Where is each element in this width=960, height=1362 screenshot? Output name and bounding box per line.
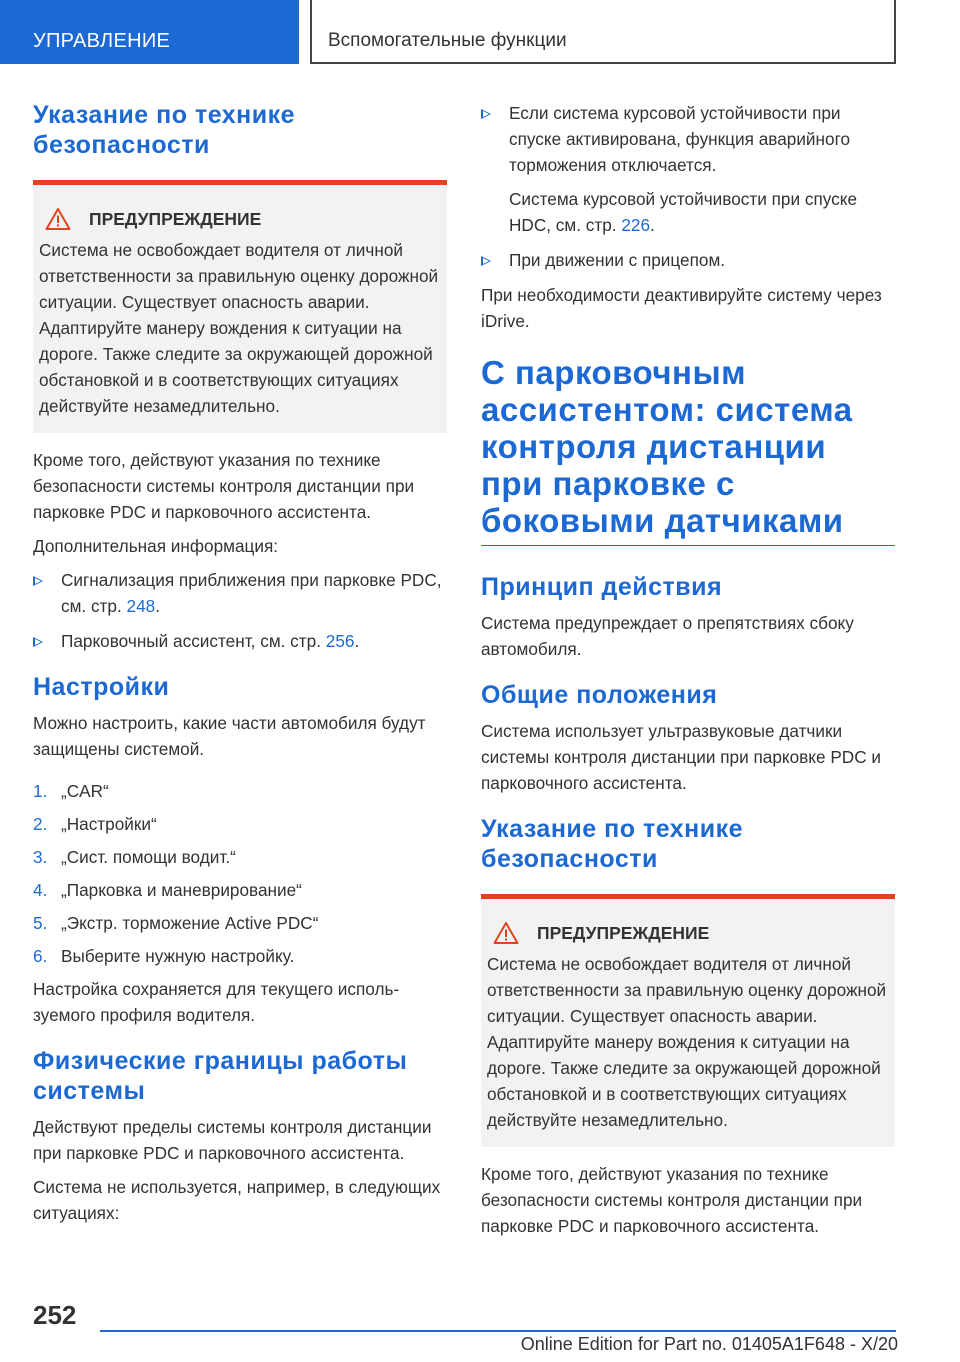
warning-title: ПРЕДУПРЕЖДЕНИЕ [89,208,262,229]
list-item: Если система курсовой устойчивости при спуске активирована, функция аварийного торможения отключается. Система курсовой устойчивости при спуске HDC, см. стр. 226. [481,100,895,238]
settings-saved-text: Настройка сохраняется для текущего используемого профиля водителя. [33,979,400,1025]
settings-heading: Настройки [33,673,170,701]
safety-heading-right: Указание по технике безопасности [481,815,744,873]
main-heading: С парковочным ассистентом: система контроля дистанции при парковке с боковыми датчиками [481,354,895,546]
warning-triangle-icon [45,207,71,231]
warning-box [481,894,895,1147]
step-item: 1. „CAR“ [33,781,109,801]
subsection-header [310,0,896,64]
more-info-list [33,567,447,654]
limits-text: Действуют пределы системы контроля дистанции при парковке PDC и парковочного ассистента. [33,1117,432,1163]
not-used-list [481,100,895,273]
list-item: Сигнализация приближения при парковке PDC, см. стр. 248. [33,567,447,619]
footer-divider [100,1330,896,1332]
settings-text: Можно настроить, какие части автомобиля будут защищены системой. [33,713,426,759]
principle-heading: Принцип действия [481,573,723,601]
principle-text: Система предупреждает о препятствиях сбоку автомобиля. [481,613,854,659]
general-heading: Общие положения [481,681,718,709]
subsection-title: Вспомогательные функции [328,30,567,51]
page-link[interactable]: 226 [621,215,651,235]
limits-heading: Физические границы работы системы [33,1047,408,1105]
settings-steps [33,778,447,969]
triangle-bullet-icon [33,637,43,647]
warning-box [33,180,447,433]
section-tab[interactable] [0,0,299,64]
step-item: 4. „Парковка и маневрирование“ [33,880,302,900]
page-link[interactable]: 248 [126,596,156,616]
edition-text[interactable]: Online Edition for Part no. 01405A1F648 - X/20 [520,1334,898,1354]
triangle-bullet-icon [481,109,491,119]
step-item: 5. „Экстр. торможение Active PDC“ [33,913,319,933]
step-item: 3. „Сист. помощи водит.“ [33,847,236,867]
safety-heading: Указание по технике безопасности [33,101,296,159]
warning-title: ПРЕДУПРЕЖДЕНИЕ [537,922,710,943]
right-column [481,100,895,1247]
list-item: Парковочный ассистент, см. стр. 256. [33,628,447,654]
warning-text: Система не освобождает водителя от личной ответственности за правильную оценку дорожной ситуации. Существует опасность аварии. Адаптируйте манеру вождения к ситуации на дороге. Также следите за окружающей дорожной обстановкой и в соответствующих ситуациях действуйте незамедлительно. [487,954,887,1130]
warning-text: Система не освобождает водителя от личной ответственности за правильную оценку дорожной ситуации. Существует опасность аварии. Адаптируйте манеру вождения к ситуации на дороге. Также следите за окружающей дорожной обстановкой и в соответствующих ситуациях действуйте незамедлительно. [39,240,439,416]
triangle-bullet-icon [481,256,491,266]
also-text: Кроме того, действуют указания по технике безопасности системы контроля дистанции при парковке PDC и парковочного ассистента. [481,1164,863,1236]
page-number: 252 [33,1300,77,1330]
step-item: 6. Выберите нужную настройку. [33,946,295,966]
deactivate-text: При необходимости деактивируйте систему через iDrive. [481,285,882,331]
not-used-text: Система не используется, например, в следующих ситуациях: [33,1177,441,1223]
step-item: 2. „Настройки“ [33,814,157,834]
general-text: Система использует ультразвуковые датчики системы контроля дистанции при парковке PDC и парковочного ассистента. [481,721,882,793]
page-link[interactable]: 256 [325,631,355,651]
section-title: УПРАВЛЕНИЕ [33,30,171,52]
left-column [33,100,447,1234]
list-item: При движении с прицепом. [481,247,895,273]
warning-triangle-icon [493,921,519,945]
also-text: Кроме того, действуют указания по технике безопасности системы контроля дистанции при парковке PDC и парковочного ассистента. [33,450,415,522]
more-info-label: Дополнительная информация: [33,536,279,556]
triangle-bullet-icon [33,576,43,586]
